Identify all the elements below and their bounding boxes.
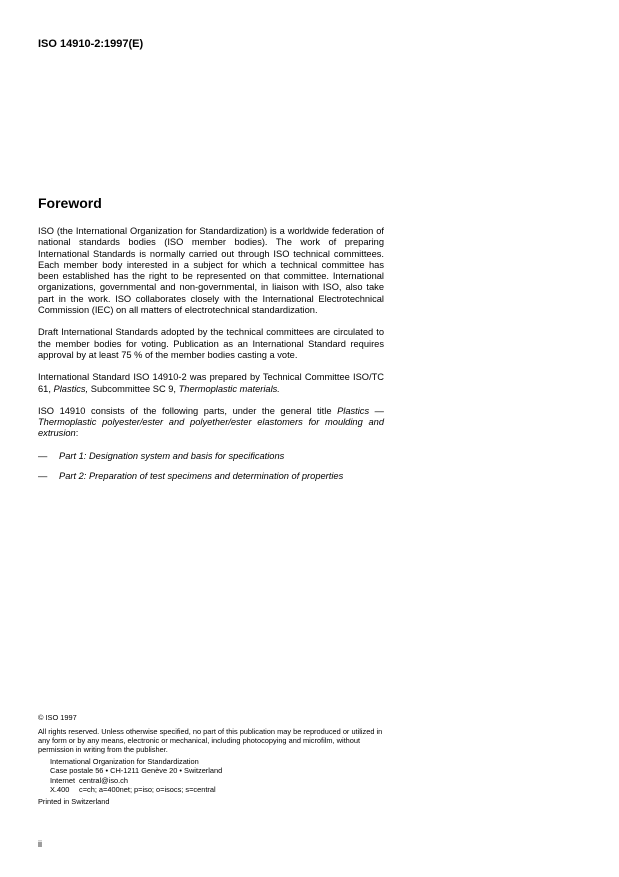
x400-row	[50, 785, 384, 794]
x400-value: c=ch; a=400net; p=iso; o=isocs; s=central	[79, 784, 216, 794]
organization-name: International Organization for Standardization	[50, 757, 199, 767]
copyright-line: © ISO 1997	[38, 713, 77, 722]
list-item	[38, 451, 384, 462]
page-number: ii	[38, 839, 42, 849]
p3-text-mid: Subcommittee SC 9,	[90, 383, 177, 394]
foreword-title: Foreword	[38, 195, 102, 211]
foreword-paragraph-1: ISO (the International Organization for Standardization) is a worldwide federation of national standards bodies (ISO member bodies). The work of preparing International Standards is normally carried out through ISO technical committees. Each member body interested in a subject for which a technical committee has been established has the right to be represented on that committee. International organizations, governmental and non-governmental, in liaison with ISO, also take part in the work. ISO collaborates closely with the International Electrotechnical Commission (IEC) on all matters of electrotechnical standardization.	[38, 226, 384, 316]
list-item	[38, 471, 384, 482]
internet-value: central@iso.ch	[79, 775, 128, 785]
p4-text-end: :	[75, 428, 79, 439]
internet-label: Internet	[50, 775, 76, 785]
foreword-paragraph-2: Draft International Standards adopted by the technical committees are circulated to the member bodies for voting. Publication as an International Standard requires approval by at least 75 % of the member bodies casting a vote.	[38, 327, 384, 360]
copyright-notice	[38, 713, 384, 806]
foreword-paragraph-3	[38, 372, 384, 395]
address-block	[38, 757, 384, 793]
internet-row	[50, 776, 384, 785]
foreword-paragraph-4	[38, 406, 384, 440]
p3-thermoplastic: Thermoplastic materials.	[178, 383, 280, 394]
list-item-text: Part 1: Designation system and basis for specifications	[59, 450, 285, 461]
list-dash: —	[38, 450, 48, 461]
printed-in: Printed in Switzerland	[38, 796, 110, 806]
p4-general-title: Plastics — Thermoplastic polyester/ester and polyether/ester elastomers for moulding and extrusion	[38, 405, 384, 439]
list-item-text: Part 2: Preparation of test specimens and determination of properties	[59, 470, 344, 481]
foreword-body	[38, 226, 384, 490]
p4-text-start: ISO 14910 consists of the following parts, under the general title	[38, 405, 332, 416]
rights-statement: All rights reserved. Unless otherwise specified, no part of this publication may be reproduced or utilized in any form or by any means, electronic or mechanical, including photocopying and microfilm, without permission in writing from the publisher.	[38, 727, 383, 755]
document-id: ISO 14910-2:1997(E)	[38, 38, 144, 50]
p3-text-start: International Standard ISO 14910-2 was prepared by Technical Committee ISO/TC 61,	[38, 372, 384, 394]
list-dash: —	[38, 470, 48, 481]
p3-plastics: Plastics,	[53, 383, 89, 394]
postal-address: Case postale 56 • CH-1211 Genève 20 • Switzerland	[50, 766, 223, 776]
x400-label: X.400	[50, 784, 70, 794]
